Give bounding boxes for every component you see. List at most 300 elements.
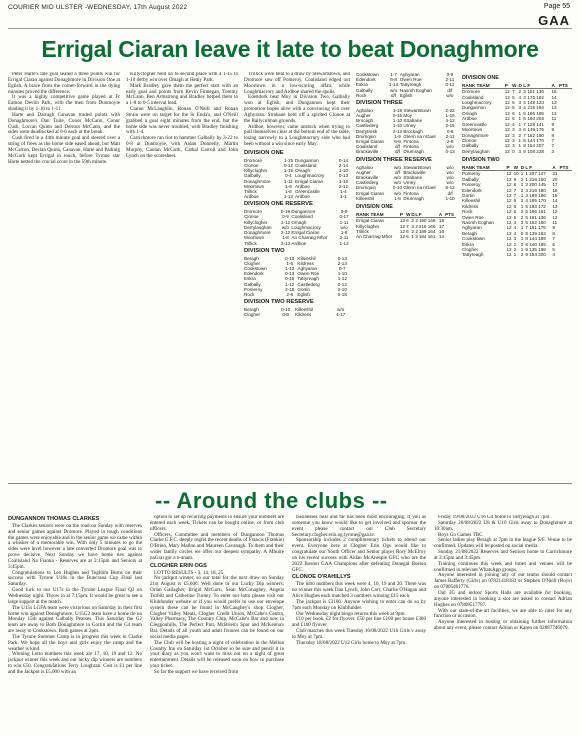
- article-paragraph: Killyclogher held on to second place with a 1-15 to 1-10 derby win over Omagh at Healy Park.: [126, 72, 238, 83]
- stat-cell: 161 136: [529, 214, 546, 220]
- team-name: Brocagh: [356, 118, 374, 124]
- league-column-header: P: [400, 212, 406, 218]
- score: 2-13: [337, 260, 347, 266]
- team-name: Owen Roe: [297, 271, 320, 277]
- stat-cell: 21: [552, 171, 558, 177]
- stat-cell: 12: [504, 127, 510, 133]
- club-paragraph: Sponsorship includes 2 complimentary tickets to attend our event. Everyone here at Clogher Erin Ogs would like to congratulate our Youth Officer and Senior player Rory McElroy on his recent success with Aidan McAnespie GFC who are the 2022 Boston GAA Champions after defeating Donegal Boston GFC.: [292, 537, 426, 573]
- league-column-header: D: [411, 211, 415, 217]
- stat-cell: 5: [525, 220, 528, 226]
- stat-cell: 4: [518, 94, 522, 100]
- stat-cell: 128 141: [527, 121, 544, 127]
- team-name: Coalisland: [294, 163, 317, 169]
- stat-cell: 2: [513, 247, 517, 253]
- team-name: Aghyaran: [399, 72, 420, 77]
- stat-cell: 1: [518, 121, 522, 127]
- stat-cell: 12: [504, 110, 510, 116]
- stat-cell: 16: [551, 89, 557, 95]
- team-name: Kildress: [462, 203, 479, 209]
- stat-cell: 3: [518, 148, 522, 154]
- team-name: Aghyaran: [297, 265, 318, 271]
- team-name: Greencastle: [462, 121, 487, 127]
- results-heading: DIVISION TWO RESERVE: [244, 299, 314, 306]
- stat-cell: 108 228: [527, 148, 544, 154]
- league-header-row: [462, 165, 572, 171]
- team-name: Brackaville: [356, 174, 379, 180]
- team-name: Pomeroy: [462, 171, 481, 177]
- score: 2-11: [339, 235, 349, 241]
- stat-cell: 7: [406, 223, 409, 229]
- stat-cell: 12: [506, 214, 512, 220]
- score: 1-10: [338, 168, 349, 174]
- score: 0-9: [446, 72, 454, 77]
- team-name: Aghaloo: [356, 107, 373, 113]
- stat-cell: 2: [520, 198, 524, 204]
- stat-cell: 5: [525, 203, 528, 209]
- stat-cell: 1: [518, 116, 522, 122]
- stat-cell: 1: [520, 225, 524, 231]
- league-column-header: RANK TEAM: [356, 212, 400, 218]
- stat-cell: 2: [520, 252, 524, 258]
- stat-cell: 8: [551, 132, 555, 138]
- team-name: Edendork: [244, 271, 264, 277]
- score: 1-14: [388, 82, 399, 88]
- team-name: Coalisland: [356, 144, 378, 150]
- stat-cell: 7: [512, 89, 515, 95]
- score: 2-12: [338, 183, 349, 189]
- stat-cell: 7: [523, 121, 526, 127]
- team-name: Rock: [244, 291, 255, 297]
- team-name: Gortin: [462, 193, 475, 198]
- stat-cell: 186 165: [527, 110, 544, 116]
- score: 0-13: [338, 173, 349, 179]
- league-table: [462, 83, 572, 154]
- team-name: Ardboe: [294, 194, 310, 200]
- stat-cell: 184 161: [418, 234, 436, 240]
- team-name: Eskra: [244, 276, 256, 282]
- results-table: [244, 307, 350, 317]
- team-name: Urney: [403, 123, 416, 129]
- stat-cell: 12: [504, 137, 510, 143]
- team-name: An Charraig Mhor: [291, 235, 328, 241]
- stat-cell: 1: [525, 171, 528, 177]
- stat-cell: 3: [523, 89, 526, 95]
- team-name: Donaghmore: [244, 178, 271, 184]
- stat-cell: 2: [411, 229, 414, 235]
- stat-cell: 12: [504, 105, 510, 111]
- team-name: Naomh Eoghan: [462, 220, 494, 226]
- stat-cell: 12: [506, 247, 512, 253]
- club-paragraph: The Club will be hosting a night of celebration in the Mellon Country Inn on Saturday 1st October so be sure and pencil it in your diary as you won't want to miss out on a night of great entertainment. Details will be released soon on how to purchase your ticket.: [150, 639, 284, 670]
- score: w/o: [393, 164, 402, 170]
- team-name: Rock: [356, 92, 367, 98]
- stat-cell: 9: [525, 247, 528, 253]
- stat-cell: 2: [520, 187, 524, 193]
- stat-cell: 12: [506, 198, 512, 204]
- stat-cell: 12: [504, 116, 510, 122]
- clubs-column-1: [8, 515, 142, 733]
- article-paragraph: Peter Harte's late goal sealed a three points win for Errigal Ciaran against Donaghmore in Division One at Eglish. A brace from the corner-forward in the dying minutes proved the difference.: [8, 72, 120, 95]
- stat-cell: 166 161: [529, 209, 546, 215]
- league-tables-column: [462, 72, 572, 480]
- stat-cell: 12: [506, 193, 512, 198]
- article-paragraph: Cush fired in a 44th minute goal and steered over a string of frees as the home side eased ahead, but Matt McCarron, Declan Quinn, Canavan, Harte and Padraig McGurk kept Errigal in touch, before Tyrone star Harte netted the crucial score in the 59th minute.: [8, 135, 120, 165]
- results-heading: DIVISION ONE: [244, 149, 284, 156]
- results-column: [356, 72, 456, 480]
- team-name: Pomeroy: [462, 182, 481, 188]
- stat-cell: 2: [520, 214, 524, 220]
- stat-cell: 0: [520, 230, 524, 236]
- score: 0-8: [282, 312, 289, 318]
- fixture-row: [244, 241, 350, 246]
- stat-cell: 16: [438, 229, 445, 235]
- score: 4-17: [336, 312, 346, 318]
- team-name: Strabane: [403, 118, 423, 124]
- team-name: Clonoe: [244, 214, 259, 220]
- score: 0-8: [446, 128, 454, 134]
- stat-cell: 14: [438, 234, 445, 240]
- team-name: Brockagh: [403, 128, 423, 134]
- team-name: Castlederg: [356, 180, 379, 186]
- team-name: Galbally: [244, 281, 261, 287]
- score: 1-8: [282, 235, 289, 241]
- stat-cell: 8: [523, 137, 526, 143]
- score: 0-10: [285, 255, 295, 261]
- club-paragraph: businesses near and far has been most encouraging, if you as someone you know would like to get involved and sponsor the event please contact our Club Secretary Secretary.clogher.erin.og.tyrone@gaa.ie.: [292, 515, 426, 538]
- team-name: Clogher: [244, 260, 261, 266]
- stat-cell: 4: [513, 230, 517, 236]
- stat-cell: 20: [552, 176, 558, 182]
- team-name: Moortown: [244, 235, 265, 241]
- club-paragraph: £10 per book, £2 for flyover. £50 per line £100 per house £300 and £100 flyover: [292, 616, 426, 629]
- score: 1-4: [340, 189, 347, 195]
- team-name: Derrylaughan: [244, 224, 272, 230]
- club-paragraph: Officers, Committee and members of Dungannon Thomas Clarke G.F.C. deeply regret the recent deaths of Francis (Frankie) O'Brien, Mary Mallon and Maureen Cavanagh. To them and their wider family circles we offer our deepest sympathy. A Mhuire naGrai gor a n-anam.: [150, 531, 284, 561]
- stat-cell: 13: [552, 203, 558, 209]
- stat-cell: 9: [552, 225, 555, 231]
- stat-cell: 12: [504, 132, 510, 138]
- stat-cell: 12: [399, 218, 406, 224]
- stat-cell: 12: [506, 187, 512, 193]
- club-paragraph: The jackpot is £3100. Anyone wishing to enter can do so by 7pm each Monday on Klubfunder.: [292, 598, 426, 611]
- score: 0-12: [337, 281, 347, 287]
- fixture-row: [244, 312, 350, 317]
- stat-cell: 12: [506, 176, 512, 182]
- article-paragraph: Ardboe, however, came unstuck when trying to pull themselves clear at the bottom end of the table, losing narrowly to a Loughmacrory side who had been without a win since early May.: [244, 123, 350, 148]
- league-column-header: PTS: [559, 83, 572, 89]
- team-name: Ardboe: [462, 116, 477, 122]
- team-name: Edendork: [356, 77, 376, 83]
- team-name: Killyclogher: [356, 223, 380, 229]
- team-name: Killyclogher: [244, 219, 268, 225]
- league-column-header: D: [518, 82, 522, 88]
- team-name: Galbally: [462, 143, 479, 149]
- club-paragraph: Our 3G and indoor Sports Halls are available for booking, anyone interested in booking a slot are asked to contact Adrian Hughes on 07808517787.: [434, 589, 572, 608]
- stat-cell: 151 136: [527, 89, 544, 95]
- league-column-header: A: [552, 83, 559, 89]
- team-name: Castlederg: [356, 123, 379, 129]
- score: w/o: [393, 190, 402, 196]
- league-column-header: PTS: [445, 211, 455, 217]
- team-name: Edendork: [462, 187, 482, 193]
- stat-cell: 1: [411, 234, 414, 240]
- stat-cell: 2: [415, 218, 418, 224]
- score: 0-18: [337, 291, 347, 297]
- score: w/o: [446, 164, 454, 170]
- score: 1-8: [394, 195, 401, 201]
- score: d/f: [447, 190, 453, 196]
- stat-cell: 12: [399, 223, 406, 229]
- team-name: Errigal Ciaran: [291, 230, 320, 236]
- score: d/f: [394, 149, 401, 155]
- stat-cell: 149 175: [527, 127, 544, 133]
- team-name: An Charraig Mhor: [356, 234, 393, 240]
- team-name: Errigal Ciaran: [294, 178, 324, 184]
- results-table: [356, 72, 456, 98]
- stat-cell: 5: [513, 214, 517, 220]
- stat-cell: 10: [513, 171, 519, 177]
- stat-cell: 189 186: [529, 193, 546, 198]
- team-name: Castlederg: [297, 281, 320, 287]
- stat-cell: 8: [525, 241, 528, 247]
- team-name: Kildress: [294, 312, 312, 318]
- stat-cell: 3: [512, 127, 515, 133]
- stat-cell: 3: [520, 220, 524, 226]
- club-paragraph: With our state-of-the-art facilities, we are able to cater for any function or occasion.: [434, 607, 572, 620]
- team-name: Killeeshil: [294, 307, 314, 313]
- stat-cell: 13: [551, 100, 557, 106]
- stat-cell: 8: [525, 230, 528, 236]
- league-column-header: P: [506, 165, 513, 171]
- team-name: Tattyreagh: [462, 252, 484, 258]
- stat-cell: 8: [525, 236, 528, 242]
- score: 0-13: [285, 271, 295, 277]
- league-column-header: L: [415, 211, 419, 217]
- team-name: Beragh: [244, 307, 259, 313]
- team-name: Brackaville: [403, 169, 426, 175]
- results-heading: DIVISION THREE: [356, 100, 403, 107]
- score: 2-8: [286, 291, 294, 297]
- team-name: Drumquin: [356, 185, 376, 191]
- section-label: GAA: [538, 13, 570, 28]
- stat-cell: 7: [513, 187, 517, 193]
- league-column-header: F: [527, 83, 551, 89]
- results-heading: DIVISION THREE RESERVE: [356, 156, 432, 163]
- headline: Errigal Ciaran leave it late to beat Donaghmore: [41, 36, 539, 62]
- score: 0-12: [283, 163, 294, 169]
- stat-cell: 3: [518, 127, 522, 133]
- score: d/f: [394, 169, 401, 175]
- league-header-row: [356, 212, 456, 218]
- league-row: [356, 234, 456, 239]
- stat-cell: 5: [512, 100, 515, 106]
- score: 0-13: [445, 149, 455, 155]
- stat-cell: 12: [506, 225, 512, 231]
- team-name: Omagh: [462, 110, 478, 116]
- club-paragraph: Boys Go Games TBC: [438, 531, 483, 538]
- team-name: Beragh: [462, 230, 477, 236]
- masthead: [0, 0, 580, 28]
- stat-cell: 193 203: [527, 116, 544, 122]
- stat-cell: 3: [551, 148, 555, 154]
- team-name: Omagh: [291, 219, 307, 225]
- team-name: Tattyreagh: [297, 276, 319, 282]
- league-table-title: DIVISION TWO: [462, 157, 500, 164]
- team-name: Trillick: [244, 189, 257, 195]
- club-paragraph: Congratulations to Leo Hughes and Teghlim Burns on their success with Tyrone U16s in the Buncrana Cup Final last Saturday.: [8, 569, 142, 588]
- team-name: Trillick: [244, 240, 257, 246]
- score: 2-11: [445, 77, 455, 83]
- team-name: Gortin: [297, 286, 310, 292]
- stat-cell: 7: [513, 193, 517, 198]
- club-paragraph: The U15s LGFA team were victorious on Saturday in their first home win against Donaghmore. U15G2 team have a home tie on Monday 15th against Galbally Pearses. This Saturday the G2 team are away to Both Donaghmore in Gortin and the G4 team are away to Cookstown. Both games at 2pm.: [8, 604, 142, 635]
- article-paragraph: Mark Bradley gave them the perfect start with an early goal and points from Kevin Finnegan, Tommy McCann, Ben Armstrong and Bradley helped them to a 1-8 to 0-5 interval lead.: [126, 82, 238, 107]
- score: 1-8: [285, 189, 292, 195]
- stat-cell: 12: [506, 236, 512, 242]
- stat-cell: 8: [552, 230, 555, 236]
- team-name: Eglish: [399, 92, 413, 98]
- team-name: Coalisland: [462, 94, 484, 100]
- team-name: Eskra: [462, 241, 474, 247]
- paper-date: COURIER MID ULSTER -WEDNESDAY, 17th August 2022: [8, 4, 188, 11]
- club-paragraph: The lotto numbers this week were 4, 16, 19 and 20. There was no winner this week Dan Lynch, John Corr, Charlie O'Hagan and Alice Hughes each matched 3 numbers winning £15 each.: [292, 581, 426, 599]
- score: 2-12: [392, 128, 403, 134]
- score: w/o: [281, 224, 290, 230]
- score: 1-1: [340, 194, 347, 200]
- team-name: Kildress: [297, 260, 314, 266]
- stat-cell: 1: [520, 171, 524, 177]
- team-name: Beragh: [244, 255, 259, 261]
- league-column-header: PTS: [560, 165, 573, 171]
- score: 1-12: [339, 240, 349, 246]
- stat-cell: 12: [506, 203, 512, 209]
- stat-cell: 17: [552, 182, 558, 188]
- team-name: Drumragh: [403, 195, 424, 201]
- stat-cell: 152 160: [529, 220, 546, 226]
- score: 8-12: [445, 185, 455, 191]
- team-name: Derrylaughan: [462, 148, 490, 154]
- team-name: Augher: [356, 169, 371, 175]
- stat-cell: 5: [513, 209, 517, 215]
- stat-cell: 12: [504, 89, 510, 95]
- stat-cell: 17: [438, 223, 445, 229]
- stat-cell: 1: [518, 137, 522, 143]
- stat-cell: 13: [551, 110, 557, 116]
- team-name: Loughmacrory: [294, 173, 325, 179]
- score: 1-13: [283, 194, 294, 200]
- team-name: Galbally: [356, 87, 373, 93]
- stat-cell: 7: [551, 137, 555, 143]
- stat-cell: 4: [512, 121, 515, 127]
- club-paragraph: Anyone interested in hosting or obtaining further information about any event, please contact Adrian or Karen on 02887746079.: [434, 619, 572, 632]
- team-name: Killyclogher: [244, 168, 268, 174]
- score: 0-7: [338, 265, 346, 271]
- team-name: Moy: [403, 113, 413, 119]
- score: 2-8: [446, 139, 454, 145]
- score: d/f: [391, 92, 397, 98]
- club-paragraph: Good luck to our U17s in the Tyrone League Final Q2 on Wednesday night. Throw in at 7:15pm. It would be great to see a large support at the match.: [8, 587, 142, 605]
- club-paragraph: Saturday 20/08/2022 U8 & U10 Girls away to Donaghmore at 10:30am.: [434, 519, 572, 532]
- team-name: Killeeshil: [297, 255, 316, 261]
- stat-cell: 3: [525, 182, 528, 188]
- team-name: Tattyreagh: [399, 82, 422, 88]
- score: 1-11: [283, 178, 293, 184]
- stat-cell: 6: [406, 229, 409, 235]
- league-row: [356, 218, 456, 224]
- team-name: Drumquin: [356, 133, 376, 139]
- score: 2-18: [285, 286, 295, 292]
- stat-cell: 2: [518, 89, 522, 95]
- stat-cell: 5: [523, 110, 526, 116]
- club-paragraph: Winning Lotto numbers this week are 17, 10, 19 and 12. No jackpot winner this week and our lucky dip winners are numbers to win £50. Congratulations Terry Loughran. Cost is £1 per line and the Jackpot is £5,000 with an: [8, 651, 142, 675]
- team-name: Strabane: [403, 174, 423, 180]
- stat-cell: 12: [506, 171, 512, 177]
- score: 0-15: [392, 113, 403, 119]
- league-table: [462, 165, 572, 258]
- league-column-header: W: [512, 82, 517, 88]
- stat-cell: 6: [513, 198, 517, 204]
- score: 0-19: [280, 209, 291, 215]
- club-paragraph: No jackpot winner, so our total for the next draw on Sunday 21st August is £5,600. Well done to our Lucky Dip winners; Orlan Gallagher, Brigid McGurn, Sean McConaghey, Angela Turbitt and Catherine Turney. To enter our lotto please visit our Klubfunder website or if you would prefer to use our envelope system these can be found in McCaughey's shop Clogher, Clogher Valley Meats, Clogher Credit Union, McCabe's Centra, Valley Pharmacy, The Country Chip, McCabe's Bar and now in Cleggonhills, The Perfect Pint, McBrien's Spar and McKenna's Bar. Details of all youth and adult fixtures can be found on our social media pages.: [150, 575, 284, 640]
- stat-cell: 13: [551, 105, 557, 111]
- stat-cell: 190 148: [418, 218, 436, 224]
- stat-cell: 3: [512, 137, 515, 143]
- score: 2-10: [337, 286, 347, 292]
- stat-cell: 12: [504, 148, 510, 154]
- team-name: Donaghmore: [462, 132, 489, 138]
- stat-cell: 2: [520, 241, 524, 247]
- team-name: Cookstown: [356, 72, 379, 77]
- team-name: Clonoe: [462, 137, 477, 143]
- league-column-header: A: [439, 212, 445, 218]
- league-column-header: L: [523, 82, 527, 88]
- score: 1-9: [285, 183, 292, 189]
- score: 0-15: [285, 276, 295, 282]
- score: 1-12: [285, 281, 295, 287]
- stat-cell: 16: [552, 187, 558, 193]
- score: 1-9: [394, 133, 401, 139]
- score: 1-11: [339, 219, 349, 225]
- club-paragraph: LOTTO RESULTS - 3, 14, 18, 25: [154, 569, 224, 576]
- team-name: Ardboe: [294, 183, 310, 189]
- stat-cell: 4: [552, 252, 555, 258]
- stat-cell: 11: [552, 220, 558, 226]
- club-paragraph: Thursday 18/08/2022 U12 Girls home to Moy at 7pm.: [296, 639, 407, 646]
- score: w/o: [393, 180, 402, 186]
- stat-cell: 4: [525, 193, 528, 198]
- stat-cell: 135 198: [529, 247, 546, 253]
- team-name: Moortown: [244, 183, 265, 189]
- team-name: Errigal Ciaran: [356, 218, 385, 224]
- team-name: Errigal Ciaran: [356, 139, 385, 145]
- stat-cell: 4: [523, 100, 526, 106]
- stat-cell: 12: [506, 220, 512, 226]
- team-name: Ardboe: [291, 240, 307, 246]
- stat-cell: 5: [512, 116, 515, 122]
- score: 1-12: [280, 219, 291, 225]
- score: 1-10: [337, 271, 347, 277]
- stat-cell: 144 170: [527, 137, 544, 143]
- stat-cell: 12: [506, 182, 512, 188]
- league-table-title: DIVISION ONE: [356, 203, 393, 210]
- score: w/o: [446, 144, 454, 150]
- team-name: Eglish: [297, 291, 310, 297]
- article-paragraph: Carrickmore ran riot to hammer Galbally by 3-22 to 0-8 at Dunmoyle, with Aidan Donnelly, Martin Murphy, Caolan McGurk, Cathal Carroll and John Lynch on the scoresheet.: [126, 135, 238, 159]
- stat-cell: 218 150: [529, 176, 546, 182]
- team-name: Aghyaran: [462, 225, 482, 231]
- stat-cell: 3: [512, 132, 515, 138]
- score: 0-10: [281, 307, 291, 313]
